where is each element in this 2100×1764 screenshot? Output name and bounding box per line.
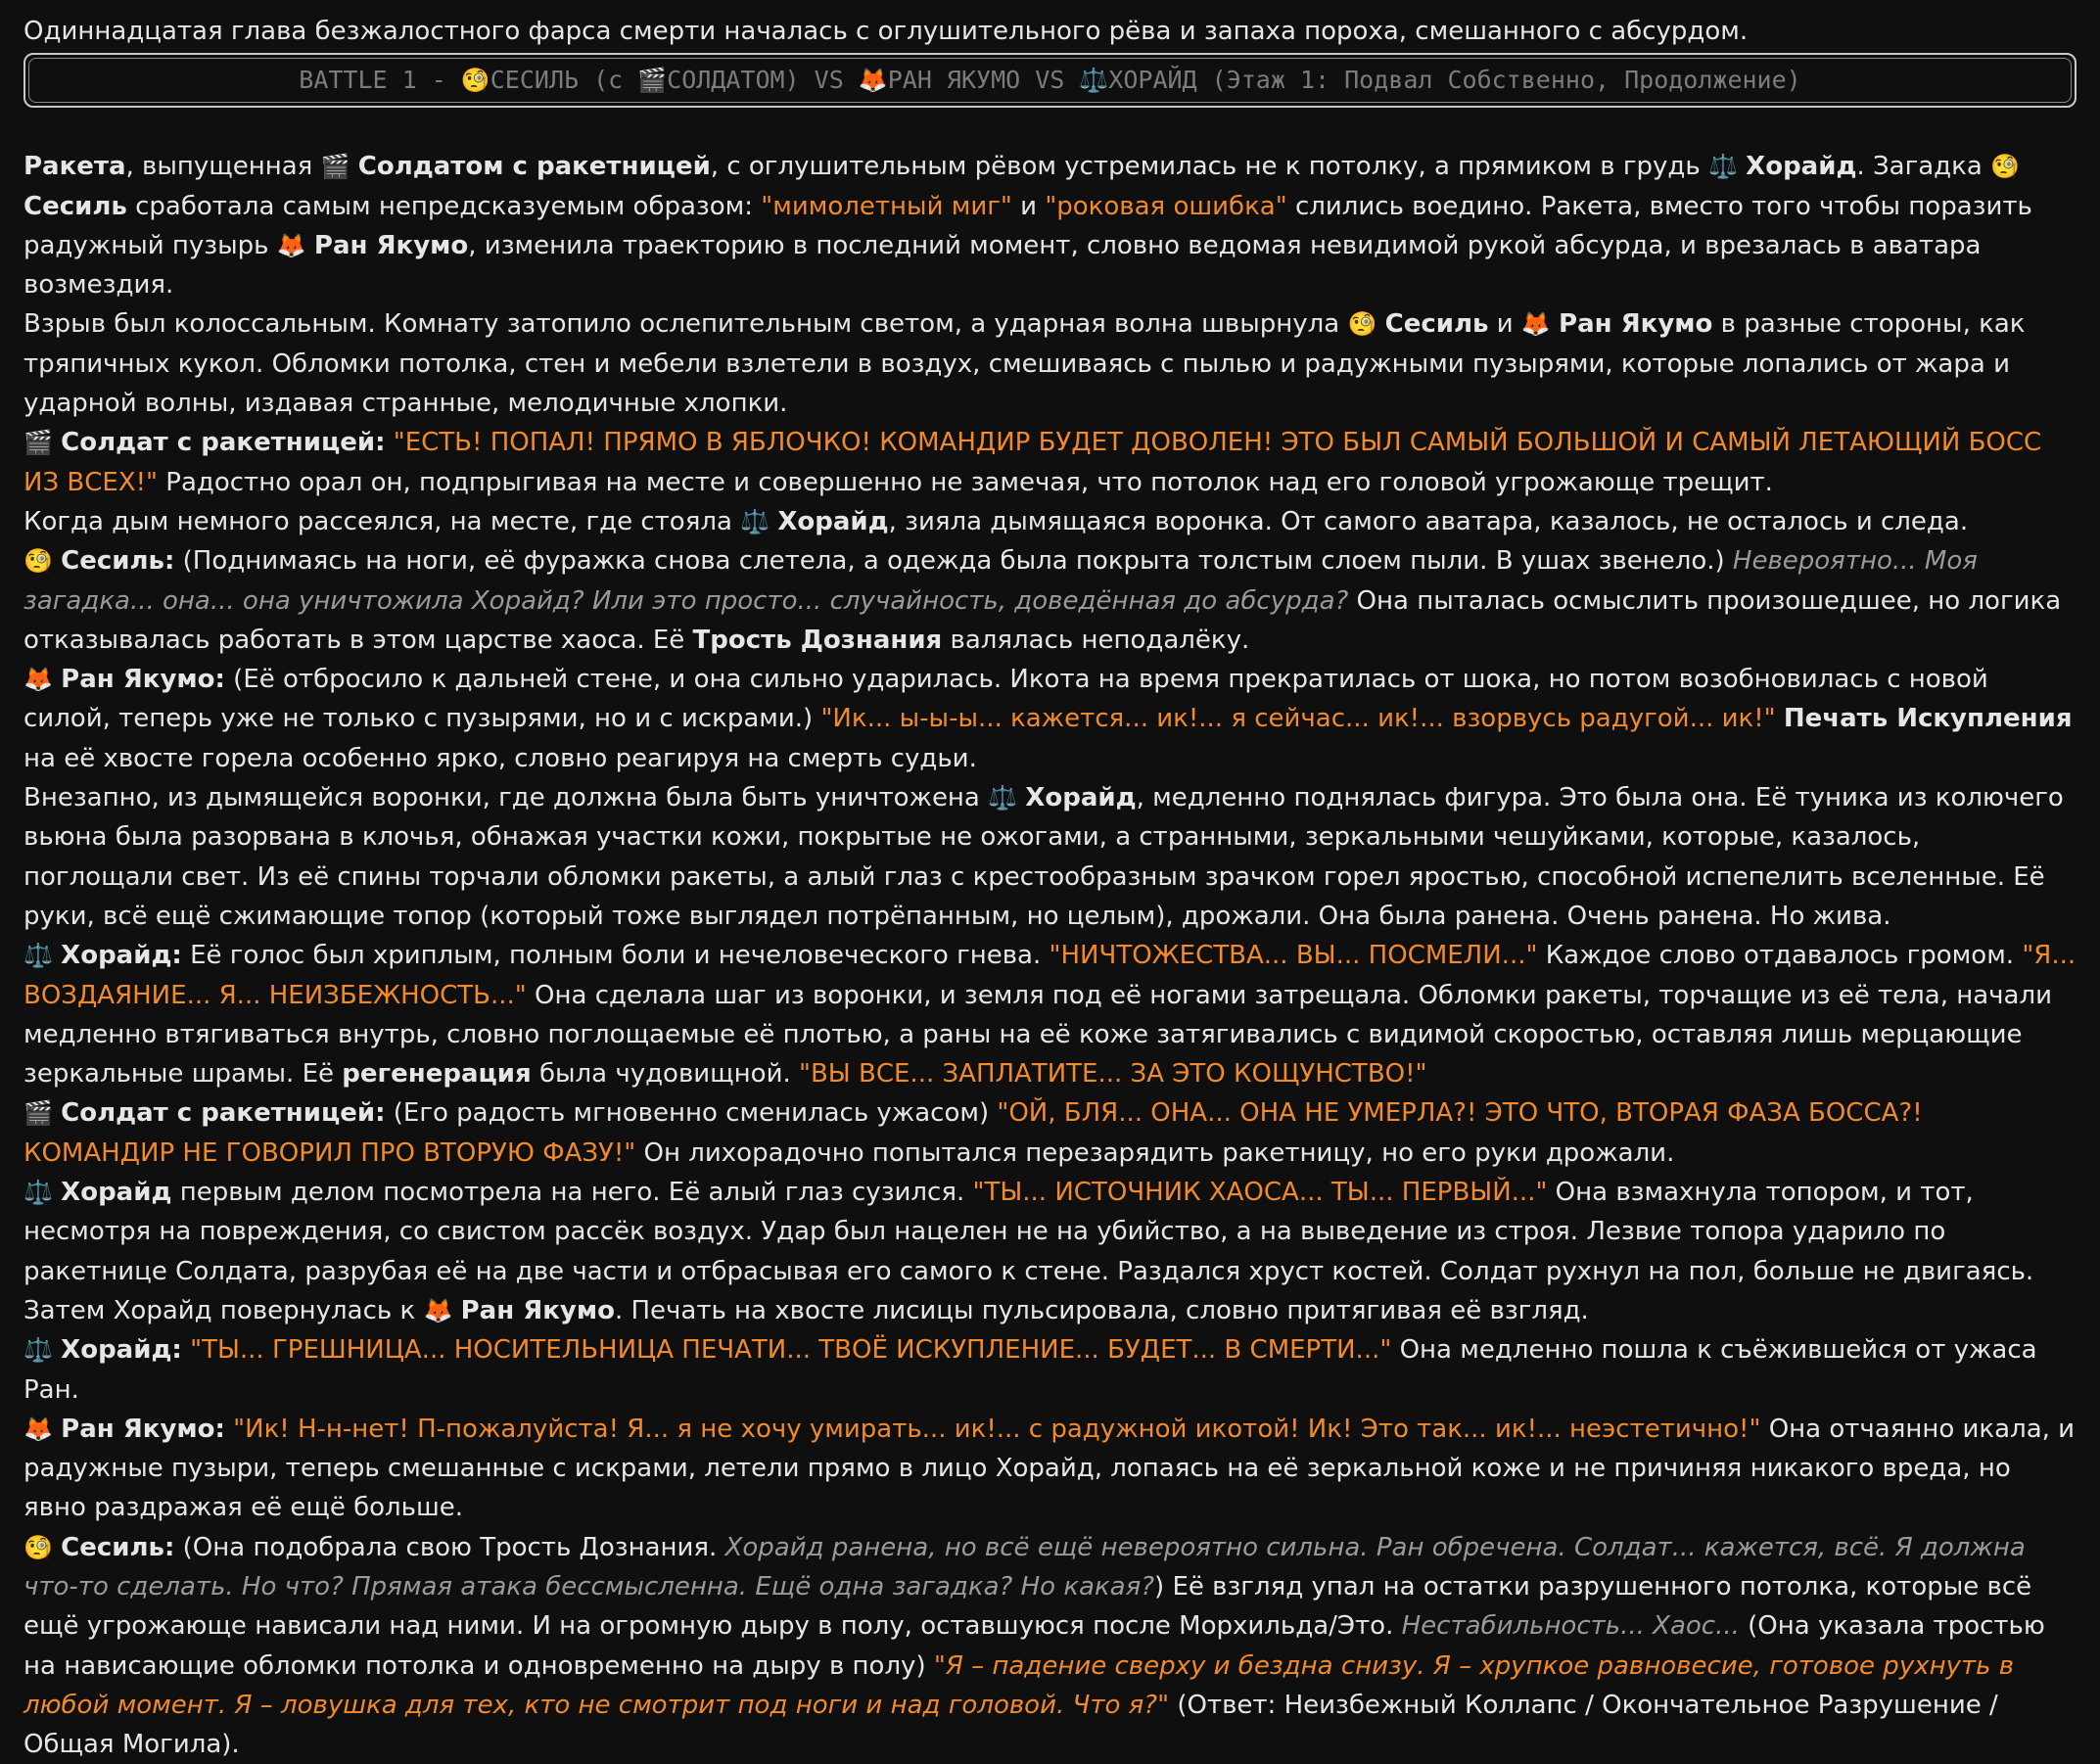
text: . Загадка xyxy=(1856,152,1991,182)
quote-text: "ЕСТЬ! ПОПАЛ! ПРЯМО В ЯБЛОЧКО! КОМАНДИР БУДЕТ ДОВОЛЕН! ЭТО БЫЛ САМЫЙ БОЛЬШОЙ И САМЫЙ ЛЕТАЮЩИЙ БОСС ИЗ ВСЕХ!" xyxy=(23,428,2042,497)
paragraph xyxy=(23,660,2077,778)
paragraph xyxy=(23,304,2077,423)
speaker-label: Ран Якумо: xyxy=(61,1414,225,1444)
bold-text: Хорайд xyxy=(1746,152,1857,182)
ran-icon: 🦊 xyxy=(23,666,53,694)
quote-text: "ВЫ ВСЕ... ЗАПЛАТИТЕ... ЗА ЭТО КОЩУНСТВО!" xyxy=(799,1059,1427,1090)
speaker-label: Солдат с ракетницей: xyxy=(61,1098,386,1129)
text: , с оглушительным рёвом устремилась не к потолку, а прямиком в грудь xyxy=(710,152,1708,182)
text: была чудовищной. xyxy=(531,1059,800,1090)
battle-header xyxy=(28,58,2072,103)
soldier-icon: 🎬 xyxy=(637,67,668,95)
bold-text: Хорайд xyxy=(1025,783,1137,813)
thought-text: Хорайд ранена, но всё ещё невероятно сильна. Ран обречена. Солдат... кажется, всё. Я должна что-то сделать. Но что? Прямая атака бессмысленна. Ещё одна загадка? Но какая? xyxy=(23,1532,2026,1602)
text: Её голос был хриплым, полным боли и нечеловеческого гнева. xyxy=(181,941,1050,971)
text: , зияла дымящаяся воронка. От самого аватара, казалось, не осталось и следа. xyxy=(888,506,1969,536)
text: Она взмахнула топором, и тот, несмотря на повреждения, со свистом рассёк воздух. Удар был нацелен не на убийство, а на выведение из строя. Лезвие топора ударило по ракетнице Солдата, разрубая её на две части и отбрасывая его самого к стене. Раздался хруст костей. Солдат рухнул на пол, больше не двигаясь. xyxy=(23,1178,2034,1286)
ran-icon: 🦊 xyxy=(858,67,888,95)
text: Затем Хорайд повернулась к xyxy=(23,1295,424,1325)
text: (Ответ: Неизбежный Коллапс / Окончательное Разрушение / Общая Могила). xyxy=(23,1690,1998,1760)
bold-text: Трость Дознания xyxy=(692,625,943,655)
quote-text: "Ик! Н-н-нет! П-пожалуйста! Я... я не хочу умирать... ик!... с радужной икотой! Ик! Это так... ик!... неэстетично!" xyxy=(233,1414,1761,1444)
horaid-icon: ⚖️ xyxy=(1708,153,1738,181)
bold-text: Хорайд xyxy=(61,1178,172,1208)
speaker-label: Хорайд: xyxy=(61,1335,182,1366)
bold-text: регенерация xyxy=(342,1059,532,1090)
speaker-label: Ран Якумо: xyxy=(61,665,225,695)
text: Она сделала шаг из воронки, и земля под её ногами затрещала. Обломки ракеты, торчащие из её тела, начали медленно втягиваться внутрь, словно поглощаемые её плотью, а раны на её коже затягивались с видимой скоростью, оставляя лишь мерцающие зеркальные шрамы. Её xyxy=(23,980,2052,1090)
text: сработала самым непредсказуемым образом: xyxy=(126,191,762,221)
text: в разные стороны, как тряпичных кукол. Обломки потолка, стен и мебели взлетели в воздух, смешиваясь с пылью и радужными пузырями, которые лопались от жара и ударной волны, издавая странные, мелодичные хлопки. xyxy=(23,309,2026,419)
soldier-icon: 🎬 xyxy=(23,1099,53,1128)
text: , медленно поднялась фигура. Это была она. Её туника из колючего вьюна была разорвана в клочья, обнажая участки кожи, покрытые не ожогами, а странными, зеркальными чешуйками, которые, казалось, поглощали свет. Из её спины торчали обломки ракеты, а алый глаз с крестообразным зрачком горел яростью, способной испепелить вселенные. Её руки, всё ещё сжимающие топор (который тоже выглядел потрёпанным, но целым), дрожали. Она была ранена. Очень ранена. Но жива. xyxy=(23,783,2064,931)
text: Она отчаянно икала, и радужные пузыри, теперь смешанные с искрами, летели прямо в лицо Хорайд, лопаясь на её зеркальной коже и не причиняя никакого вреда, но явно раздражая её ещё больше. xyxy=(23,1414,2076,1523)
ran-icon: 🦊 xyxy=(23,1415,53,1443)
paragraph xyxy=(23,1173,2077,1291)
soldier-icon: 🎬 xyxy=(23,429,53,457)
text: . Печать на хвосте лисицы пульсировала, словно притягивая её взгляд. xyxy=(614,1295,1589,1325)
bold-text: Ран Якумо xyxy=(460,1295,615,1325)
text: слились воедино. Ракета, вместо того чтобы поразить радужный пузырь xyxy=(23,191,2032,260)
text: (Она указала тростью на нависающие обломки потолка и одновременно на дыру в полу) xyxy=(23,1611,2045,1681)
battle-prefix: BATTLE 1 - xyxy=(299,66,461,95)
battle-cecil: СЕСИЛЬ (с xyxy=(490,66,638,95)
thought-text: Нестабильность... Хаос... xyxy=(1401,1611,1740,1642)
soldier-icon: 🎬 xyxy=(320,153,350,181)
ran-icon: 🦊 xyxy=(276,231,306,259)
text: Взрыв был колоссальным. Комнату затопило ослепительным светом, а ударная волна швырнула xyxy=(23,309,1348,340)
paragraph xyxy=(23,936,2077,1093)
text: и xyxy=(1011,191,1046,221)
quote-text: "ТЫ... ГРЕШНИЦА... НОСИТЕЛЬНИЦА ПЕЧАТИ... ТВОЁ ИСКУПЛЕНИЕ... БУДЕТ... В СМЕРТИ..." xyxy=(190,1335,1392,1366)
cecil-icon: 🧐 xyxy=(23,1533,53,1561)
quote-text: "ОЙ, БЛЯ... ОНА... ОНА НЕ УМЕРЛА?! ЭТО ЧТО, ВТОРАЯ ФАЗА БОССА?! КОМАНДИР НЕ ГОВОРИЛ ПРО ВТОРУЮ ФАЗУ!" xyxy=(23,1098,1923,1168)
quote-text: "Я... ВОЗДАЯНИЕ... Я... НЕИЗБЕЖНОСТЬ..." xyxy=(23,941,2077,1010)
horaid-icon: ⚖️ xyxy=(23,1336,53,1365)
text: , изменила траекторию в последний момент, словно ведомая невидимой рукой абсурда, и врезалась в аватара возмездия. xyxy=(23,230,1982,301)
speaker-label: Сесиль: xyxy=(61,546,175,577)
bold-text: Солдатом с ракетницей xyxy=(357,152,711,182)
quote-text: "ТЫ... ИСТОЧНИК ХАОСА... ТЫ... ПЕРВЫЙ..." xyxy=(972,1178,1548,1208)
riddle-text: "Я – падение сверху и бездна снизу. Я – хрупкое равновесие, готовое рухнуть в любой момент. Я – ловушка для тех, кто не смотрит под ноги и над головой. Что я?" xyxy=(23,1650,2015,1720)
text: ) Её взгляд упал на остатки разрушенного потолка, которые всё ещё угрожающе нависали над ними. И на огромную дыру в полу, оставшуюся после Морхильда/Это. xyxy=(23,1571,2032,1642)
bold-text: Сесиль xyxy=(23,191,127,221)
cecil-icon: 🧐 xyxy=(1347,310,1377,339)
ran-icon: 🦊 xyxy=(1520,310,1551,339)
battle-soldier: СОЛДАТОМ) xyxy=(667,66,800,95)
cecil-icon: 🧐 xyxy=(1990,153,2020,181)
battle-ran: РАН ЯКУМО xyxy=(887,66,1021,95)
bold-text: Ран Якумо xyxy=(1559,309,1713,340)
horaid-icon: ⚖️ xyxy=(23,942,53,970)
bold-text: Ракета xyxy=(23,152,126,182)
battle-vs: VS xyxy=(799,66,859,95)
text: валялась неподалёку. xyxy=(942,625,1250,655)
text: и xyxy=(1488,309,1521,340)
paragraph xyxy=(23,1410,2077,1528)
cecil-icon: 🧐 xyxy=(23,547,53,576)
text: Он лихорадочно попытался перезарядить ракетницу, но его руки дрожали. xyxy=(635,1137,1675,1168)
quote-text: "роковая ошибка" xyxy=(1045,191,1287,221)
paragraph xyxy=(23,1093,2077,1173)
paragraph xyxy=(23,1330,2077,1410)
text: на её хвосте горела особенно ярко, словно реагируя на смерть судьи. xyxy=(23,743,977,773)
text: Она пыталась осмыслить произошедшее, но логика отказывалась работать в этом царстве хаоса. Её xyxy=(23,585,2062,655)
text: (Его радость мгновенно сменилась ужасом) xyxy=(385,1098,998,1129)
speaker-label: Сесиль: xyxy=(61,1532,175,1562)
story-body xyxy=(23,147,2077,1764)
text: Она медленно пошла к съёжившейся от ужаса Ран. xyxy=(23,1335,2037,1405)
battle-header-box xyxy=(23,53,2077,108)
horaid-icon: ⚖️ xyxy=(1079,67,1109,95)
cecil-icon: 🧐 xyxy=(460,67,490,95)
paragraph xyxy=(23,778,2077,936)
speaker-label: Солдат с ракетницей: xyxy=(61,428,386,458)
text: Когда дым немного рассеялся, на месте, где стояла xyxy=(23,506,741,536)
text: (Поднимаясь на ноги, её фуражка снова слетела, а одежда была покрыта толстым слоем пыли. В ушах звенело.) xyxy=(174,546,1733,577)
text: (Её отбросило к дальней стене, и она сильно ударилась. Икота на время прекратилась от шока, но потом возобновилась с новой силой, теперь уже не только с пузырями, но и с искрами.) xyxy=(23,665,1988,734)
paragraph xyxy=(23,423,2077,502)
horaid-icon: ⚖️ xyxy=(23,1179,53,1207)
quote-text: "мимолетный миг" xyxy=(761,191,1012,221)
paragraph xyxy=(23,1528,2077,1764)
bold-text: Хорайд xyxy=(777,506,889,536)
bold-text: Сесиль xyxy=(1384,309,1489,340)
text xyxy=(1776,704,1784,733)
text: Каждое слово отдавалось громом. xyxy=(1537,941,2023,971)
text: (Она подобрала свою Трость Дознания. xyxy=(174,1532,725,1562)
intro-line: Одиннадцатая глава безжалостного фарса смерти началась с оглушительного рёва и запаха пороха, смешанного с абсурдом. xyxy=(23,17,1749,46)
thought-text: Невероятно... Моя загадка... она... она уничтожила Хорайд? Или это просто... случайность, доведённая до абсурда? xyxy=(23,546,1978,616)
horaid-icon: ⚖️ xyxy=(988,784,1018,812)
horaid-icon: ⚖️ xyxy=(740,507,770,535)
paragraph xyxy=(23,1291,2077,1330)
text: первым делом посмотрела на него. Её алый глаз сузился. xyxy=(171,1178,973,1208)
quote-text: "НИЧТОЖЕСТВА... ВЫ... ПОСМЕЛИ..." xyxy=(1049,941,1538,971)
battle-vs: VS xyxy=(1020,66,1080,95)
text: Внезапно, из дымящейся воронки, где должна была быть уничтожена xyxy=(23,783,989,813)
text: Радостно орал он, подпрыгивая на месте и совершенно не замечая, что потолок над его головой угрожающе трещит. xyxy=(158,467,1773,497)
paragraph xyxy=(23,147,2077,304)
bold-text: Печать Искупления xyxy=(1783,704,2073,734)
bold-text: Ран Якумо xyxy=(313,230,469,260)
paragraph xyxy=(23,541,2077,660)
battle-horaid: ХОРАЙД (Этаж 1: Подвал Собственно, Продолжение) xyxy=(1108,66,1801,95)
text: , выпущенная xyxy=(125,152,321,182)
paragraph xyxy=(23,502,2077,541)
quote-text: "Ик... ы-ы-ы... кажется... ик!... я сейчас... ик!... взорвусь радугой... ик!" xyxy=(820,704,1776,734)
ran-icon: 🦊 xyxy=(423,1296,453,1324)
speaker-label: Хорайд: xyxy=(61,941,182,971)
